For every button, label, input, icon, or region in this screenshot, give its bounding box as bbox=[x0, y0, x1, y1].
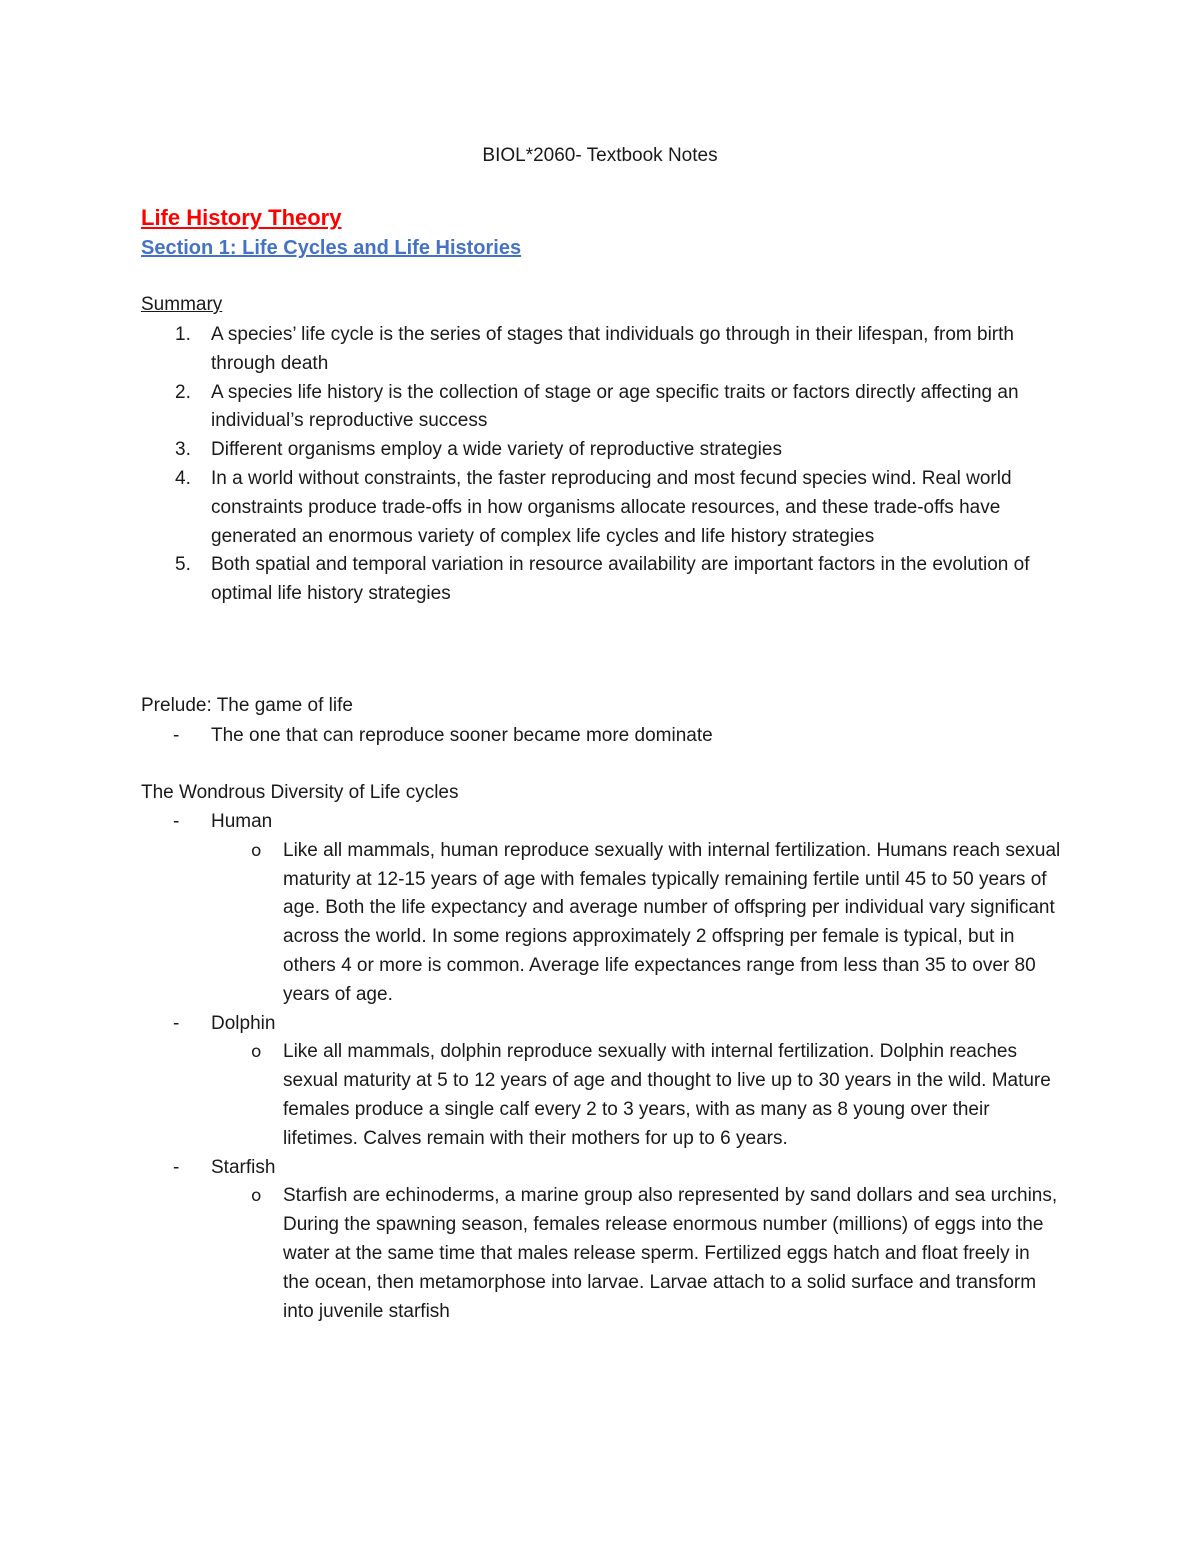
organism-item-dolphin bbox=[141, 1010, 1061, 1154]
section-heading: Section 1: Life Cycles and Life Histories bbox=[141, 237, 522, 259]
document-title: BIOL*2060- Textbook Notes bbox=[482, 145, 718, 166]
dash-marker: - bbox=[173, 1156, 180, 1178]
organism-item-human bbox=[141, 808, 1061, 1010]
summary-item-text: In a world without constraints, the faster reproducing and most fecund species wind. Real world constraints produce trade-offs in how organisms allocate resources, and these trade-offs have generated an enormous variety of complex life cycles and life history strategies bbox=[211, 467, 1012, 547]
summary-item-3 bbox=[141, 436, 1061, 465]
organism-name: Starfish bbox=[211, 1156, 276, 1178]
diversity-list bbox=[141, 808, 1061, 1326]
circle-bullet-icon: o bbox=[251, 1042, 262, 1063]
summary-item-text: A species’ life cycle is the series of stages that individuals go through in their lifespan, from birth through death bbox=[211, 324, 1014, 374]
organism-details bbox=[211, 1038, 1061, 1153]
diversity-heading: The Wondrous Diversity of Life cycles bbox=[141, 782, 459, 803]
organism-item-starfish bbox=[141, 1154, 1061, 1327]
circle-bullet-icon: o bbox=[251, 1186, 262, 1207]
organism-detail-text: Like all mammals, dolphin reproduce sexually with internal fertilization. Dolphin reaches sexual maturity at 5 to 12 years of age and thought to live up to 30 years in the wild. Mature females produce a single calf every 2 to 3 years, with as many as 8 young over their lifetimes. Calves remain with their mothers for up to 6 years. bbox=[283, 1041, 1051, 1149]
prelude-item-text: The one that can reproduce sooner became more dominate bbox=[211, 725, 713, 746]
dash-marker: - bbox=[173, 1012, 180, 1034]
organism-detail bbox=[211, 837, 1061, 1010]
organism-details bbox=[211, 837, 1061, 1010]
summary-item-text: Both spatial and temporal variation in resource availability are important factors in the evolution of optimal life history strategies bbox=[211, 554, 1030, 605]
organism-detail-text: Like all mammals, human reproduce sexually with internal fertilization. Humans reach sexual maturity at 12-15 years of age with females typically remaining fertile until 45 to 50 years of age. Both the life expectancy and average number of offspring per individual vary significant across the world. In some regions approximately 2 offspring per female is typical, but in others 4 or more is common. Average life expectances range from less than 35 to over 80 years of age. bbox=[283, 839, 1061, 1005]
organism-name: Dolphin bbox=[211, 1012, 276, 1034]
organism-details bbox=[211, 1182, 1061, 1326]
prelude-item bbox=[141, 722, 1061, 751]
heading-life-history-theory: Life History Theory bbox=[141, 205, 342, 230]
dash-marker: - bbox=[173, 811, 180, 832]
summary-item-5 bbox=[141, 551, 1061, 609]
circle-bullet-icon: o bbox=[251, 840, 262, 861]
summary-item-2 bbox=[141, 379, 1061, 437]
organism-detail bbox=[211, 1182, 1061, 1326]
summary-item-text: A species life history is the collection of stage or age specific traits or factors directly affecting an individual’s reproductive success bbox=[211, 381, 1019, 432]
prelude-list bbox=[141, 722, 1061, 751]
organism-detail bbox=[211, 1038, 1061, 1153]
summary-item-number: 2. bbox=[175, 381, 191, 403]
organism-name: Human bbox=[211, 811, 273, 832]
summary-item-number: 4. bbox=[175, 467, 191, 489]
summary-item-4 bbox=[141, 465, 1061, 551]
summary-item-number: 1. bbox=[175, 324, 191, 345]
summary-list bbox=[141, 321, 1061, 609]
summary-item-number: 5. bbox=[175, 554, 191, 576]
dash-marker: - bbox=[173, 725, 180, 746]
summary-item-1 bbox=[141, 321, 1061, 379]
summary-label: Summary bbox=[141, 294, 223, 315]
summary-item-text: Different organisms employ a wide variety of reproductive strategies bbox=[211, 439, 782, 461]
prelude-heading: Prelude: The game of life bbox=[141, 695, 353, 716]
organism-detail-text: Starfish are echinoderms, a marine group also represented by sand dollars and sea urchins, During the spawning season, females release enormous number (millions) of eggs into the water at the same time that males release sperm. Fertilized eggs hatch and float freely in the ocean, then metamorphose into larvae. Larvae attach to a solid surface and transform into juvenile starfish bbox=[283, 1185, 1058, 1322]
summary-item-number: 3. bbox=[175, 439, 191, 461]
